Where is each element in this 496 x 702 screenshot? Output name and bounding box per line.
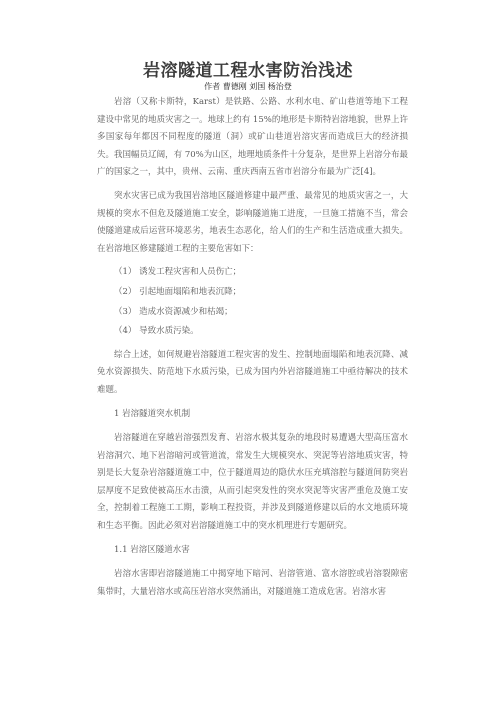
document-authors: 作者 曹德刚 刘国 杨治登: [204, 82, 292, 91]
document-body: [97, 94, 408, 607]
hazard-list-item-4: （4） 导致水质污染。: [114, 326, 199, 337]
section-1-paragraph: 岩溶隧道在穿越岩溶强烈发育、岩溶水极其复杂的地段时易遭遇大型高压富水岩溶洞穴、地下岩溶暗河或管道流，常发生大规模突水、突泥等岩溶地质灾害，特别是长大复杂岩溶隧道施工中，位于隧道周边的隐伏水压充填溶腔与隧道间防突岩层厚度不足致使被高压水击溃，从而引起突发性的突水突泥等灾害严重危及施工安全，控制着工程施工工期，影响工程投资，并涉及到隧道修建以后的水文地质环境和生态平衡。因此必须对岩溶隧道施工中的突水机理进行专题研究。: [97, 433, 408, 532]
hazard-list-item-2: （2） 引起地面塌陷和地表沉降；: [114, 286, 242, 297]
hazard-list-item-3: （3） 造成水资源减少和枯竭；: [114, 306, 233, 317]
intro-paragraph-2: 突水灾害已成为我国岩溶地区隧道修建中最严重、最常见的地质灾害之一，大规模的突水不但危及隧道施工安全，影响隧道施工进度，一旦施工措施不当，常会使隧道建成后运营环境恶劣，地表生态恶化，给人们的生产和生活造成重大损失。在岩溶地区修建隧道工程的主要危害如下：: [97, 190, 408, 254]
section-1-1-heading: 1.1 岩溶区隧道水害: [114, 544, 190, 555]
section-1-1-paragraph: 岩溶水害即岩溶隧道施工中揭穿地下暗河、岩溶管道、富水溶腔或岩溶裂隙密集带时，大量岩溶水或高压岩溶水突然涌出，对隧道施工造成危害。岩溶水害: [97, 569, 408, 597]
section-1-heading: 1 岩溶隧道突水机制: [114, 408, 191, 419]
document-title: 岩溶隧道工程水害防治浅述: [143, 61, 353, 81]
summary-paragraph: 综合上述，如何规避岩溶隧道工程灾害的发生、控制地面塌陷和地表沉降、减免水资源损失、防范地下水质污染，已成为国内外岩溶隧道施工中亟待解决的技术难题。: [97, 349, 408, 395]
intro-paragraph-1: 岩溶（又称卡斯特，Karst）是铁路、公路、水利水电、矿山巷道等地下工程建设中常见的地质灾害之一。地球上约有 15%的地形是卡斯特岩溶地貌，世界上许多国家每年都因不同程度的隧道（洞）或矿山巷道岩溶灾害而造成巨大的经济损失。我国幅员辽阔，有 70%为山区，地理地质条件十分复杂，是世界上岩溶分布最广的国家之一，其中，贵州、云南、重庆西南五省市岩溶分布最为广泛[4]。: [97, 97, 408, 178]
hazard-list-item-1: （1） 诱发工程灾害和人员伤亡；: [114, 267, 242, 278]
